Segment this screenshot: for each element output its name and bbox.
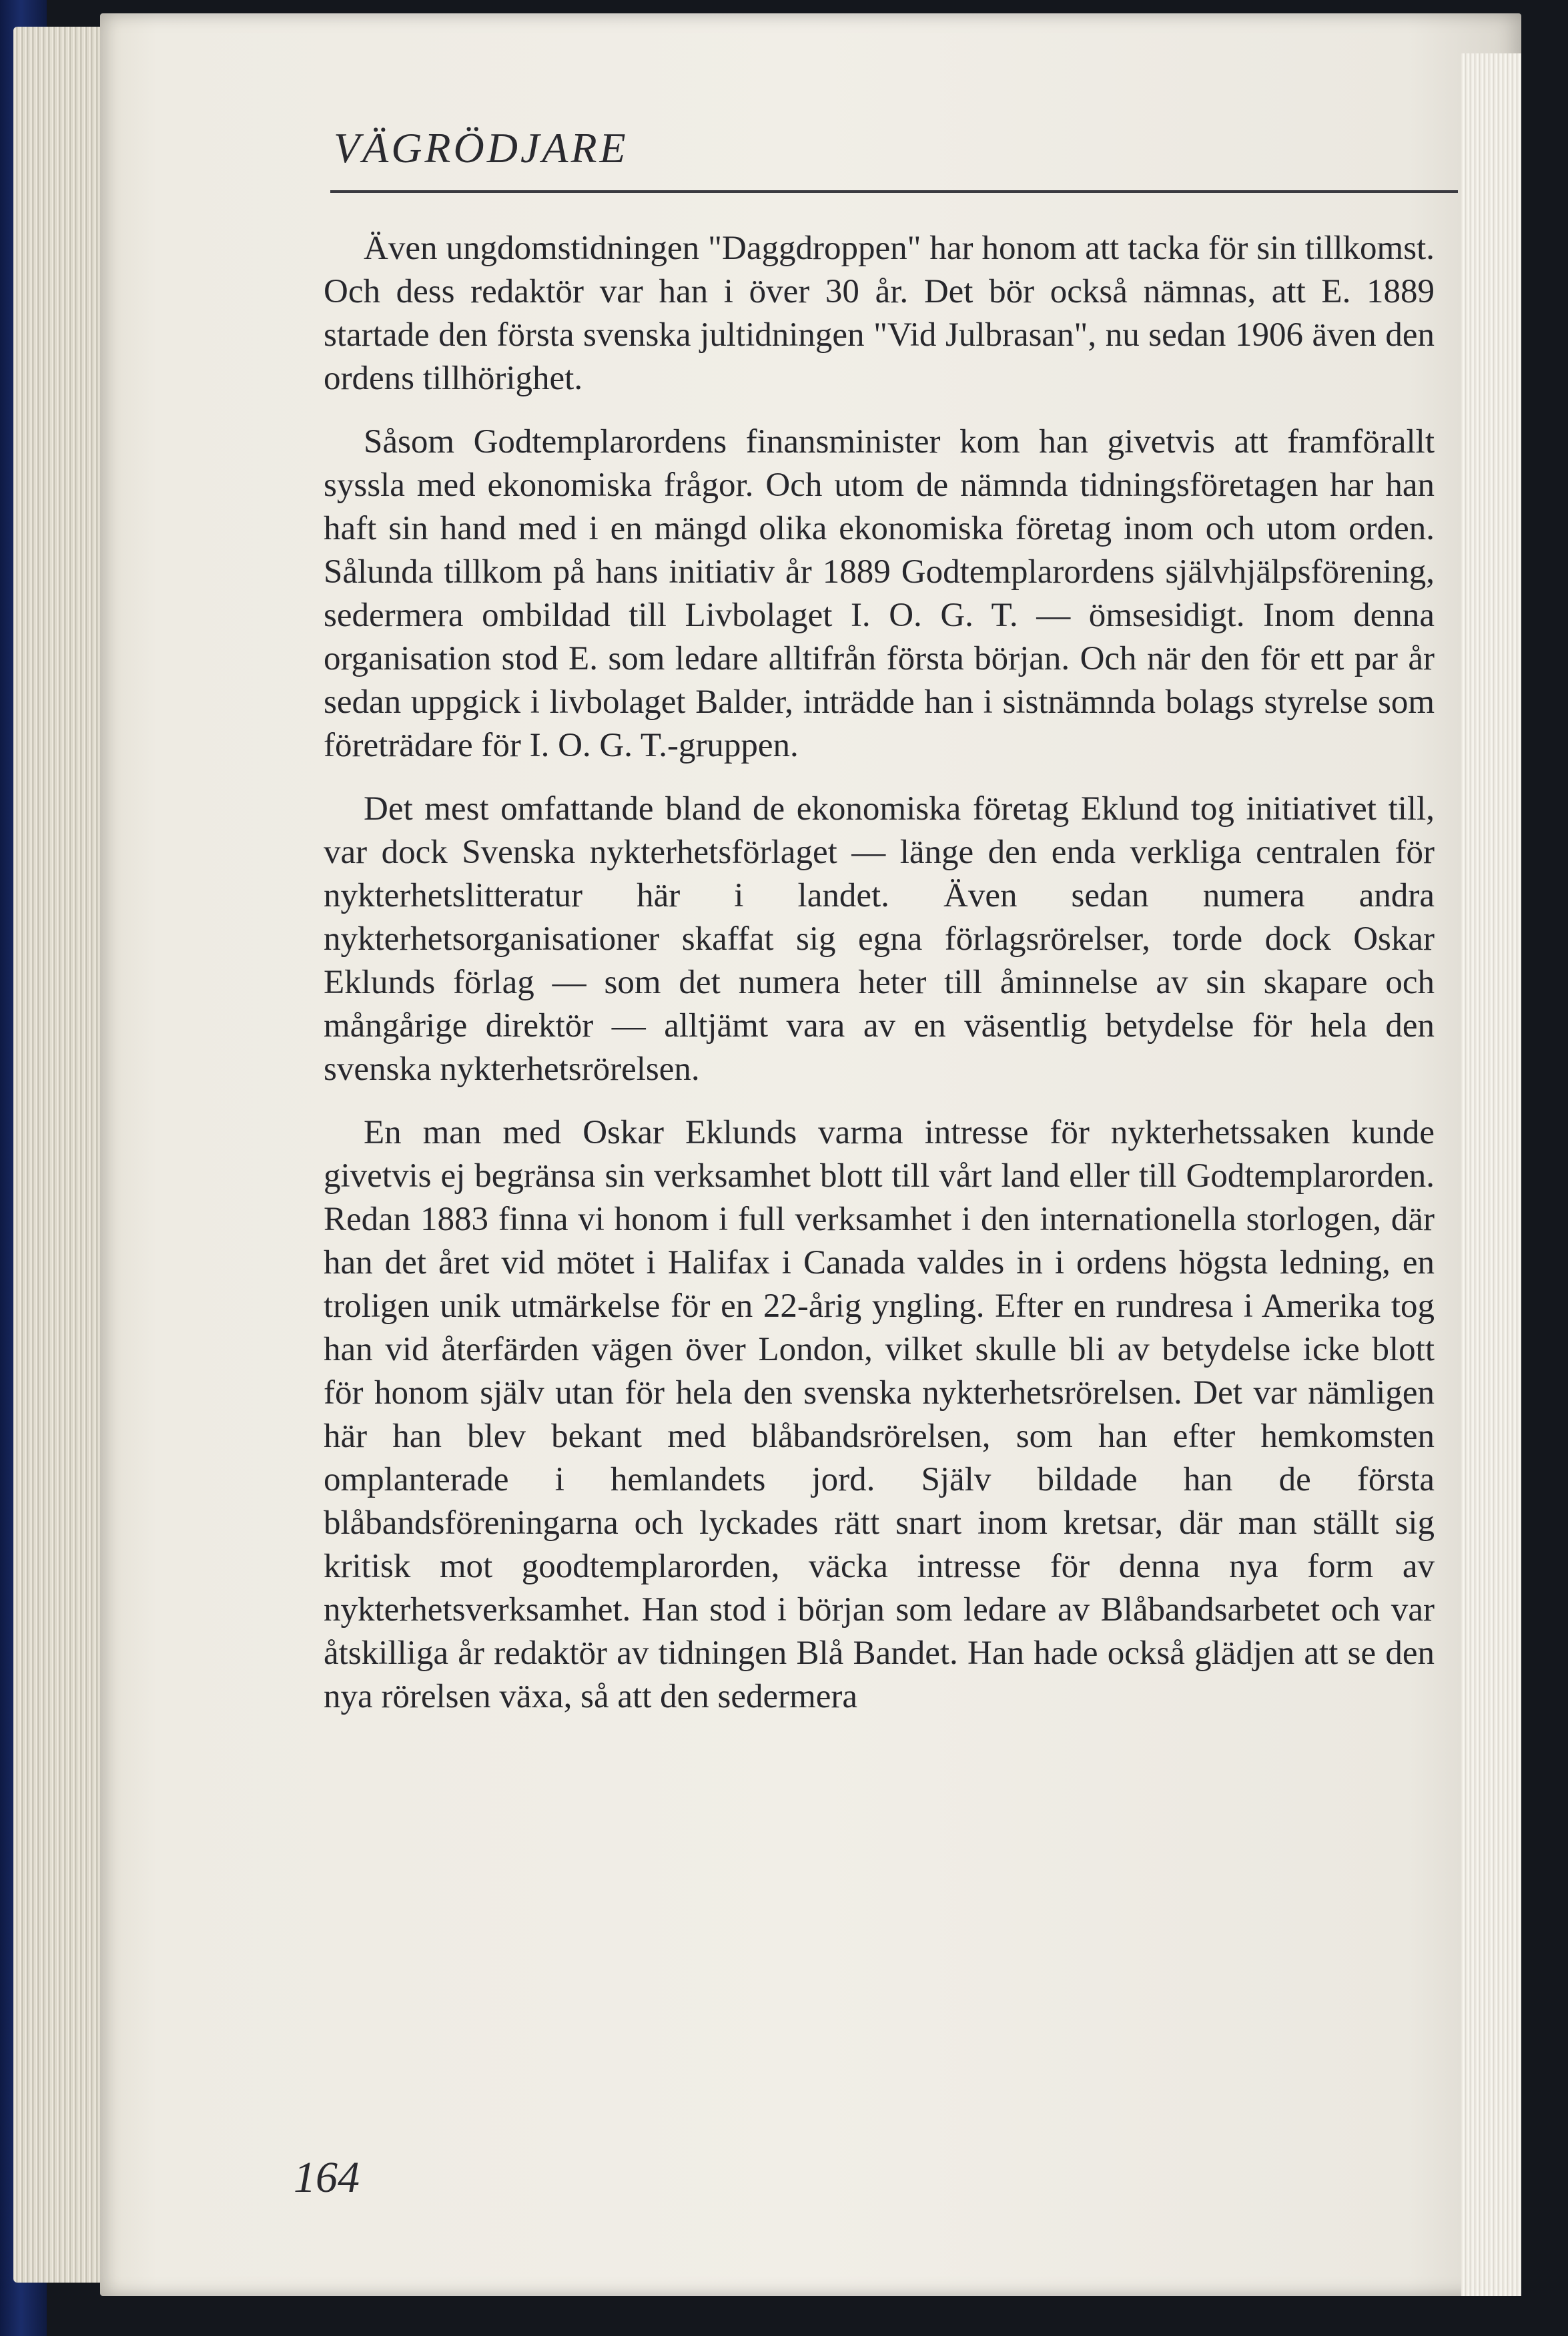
page-right-edge xyxy=(1461,53,1521,2296)
running-title: VÄGRÖDJARE xyxy=(334,124,629,172)
paragraph: Såsom Godtemplarordens finansminister kom han givetvis att framförallt syssla med ekonomiska frågor. Och utom de nämnda tidningsföretagen har han haft sin hand med i en mängd olika ekonomiska företag inom och utom orden. Sålunda tillkom på hans initiativ år 1889 Godtemplarordens självhjälpsförening, sedermera ombildad till Livbolaget I. O. G. T. — ömsesidigt. Inom denna organisation stod E. som ledare alltifrån första början. Och när den för ett par år sedan uppgick i livbolaget Balder, inträdde han i sistnämnda bolags styrelse som företrädare för I. O. G. T.-gruppen. xyxy=(324,423,1435,764)
page-number: 164 xyxy=(294,2153,360,2202)
page-stack-edge xyxy=(13,27,113,2283)
paragraph: Även ungdomstidningen "Daggdroppen" har honom att tacka för sin tillkomst. Och dess redaktör var han i över 30 år. Det bör också nämnas, att E. 1889 startade den första svenska jultidningen "Vid Julbrasan", nu sedan 1906 även den ordens tillhörighet. xyxy=(324,230,1435,397)
header-rule xyxy=(330,190,1458,193)
page-header xyxy=(230,123,1458,197)
body-text xyxy=(324,227,1435,1739)
paragraph: En man med Oskar Eklunds varma intresse för nykterhetssaken kunde givetvis ej begränsa sin verksamhet blott till vårt land eller till Godtemplarorden. Redan 1883 finna vi honom i full verksamhet i den internationella storlogen, där han det året vid mötet i Halifax i Canada valdes in i ordens högsta ledning, en troligen unik utmärkelse för en 22-årig yngling. Efter en rundresa i Amerika tog han vid återfärden vägen över London, vilket skulle bli av betydelse icke blott för honom själv utan för hela den svenska nykterhetsrörelsen. Det var nämligen här han blev bekant med blåbandsrörelsen, som han efter hemkomsten omplanterade i hemlandets jord. Själv bildade han de första blåbandsföreningarna och lyckades rätt snart inom kretsar, där man ställt sig kritisk mot goodtemplarorden, väcka intresse för denna nya form av nykterhetsverksamhet. Han stod i början som ledare av Blåbandsarbetet och var åtskilliga år redaktör av tidningen Blå Bandet. Han hade också glädjen att se den nya rörelsen växa, så att den sedermera xyxy=(324,1114,1435,1715)
paragraph: Det mest omfattande bland de ekonomiska företag Eklund tog initiativet till, var dock Svenska nykterhetsförlaget — länge den enda verkliga centralen för nykterhetslitteratur här i landet. Även sedan numera andra nykterhetsorganisationer skaffat sig egna förlagsrörelser, torde dock Oskar Eklunds förlag — som det numera heter till åminnelse av sin skapare och mångårige direktör — alltjämt vara av en väsentlig betydelse för hela den svenska nykterhetsrörelsen. xyxy=(324,790,1435,1088)
